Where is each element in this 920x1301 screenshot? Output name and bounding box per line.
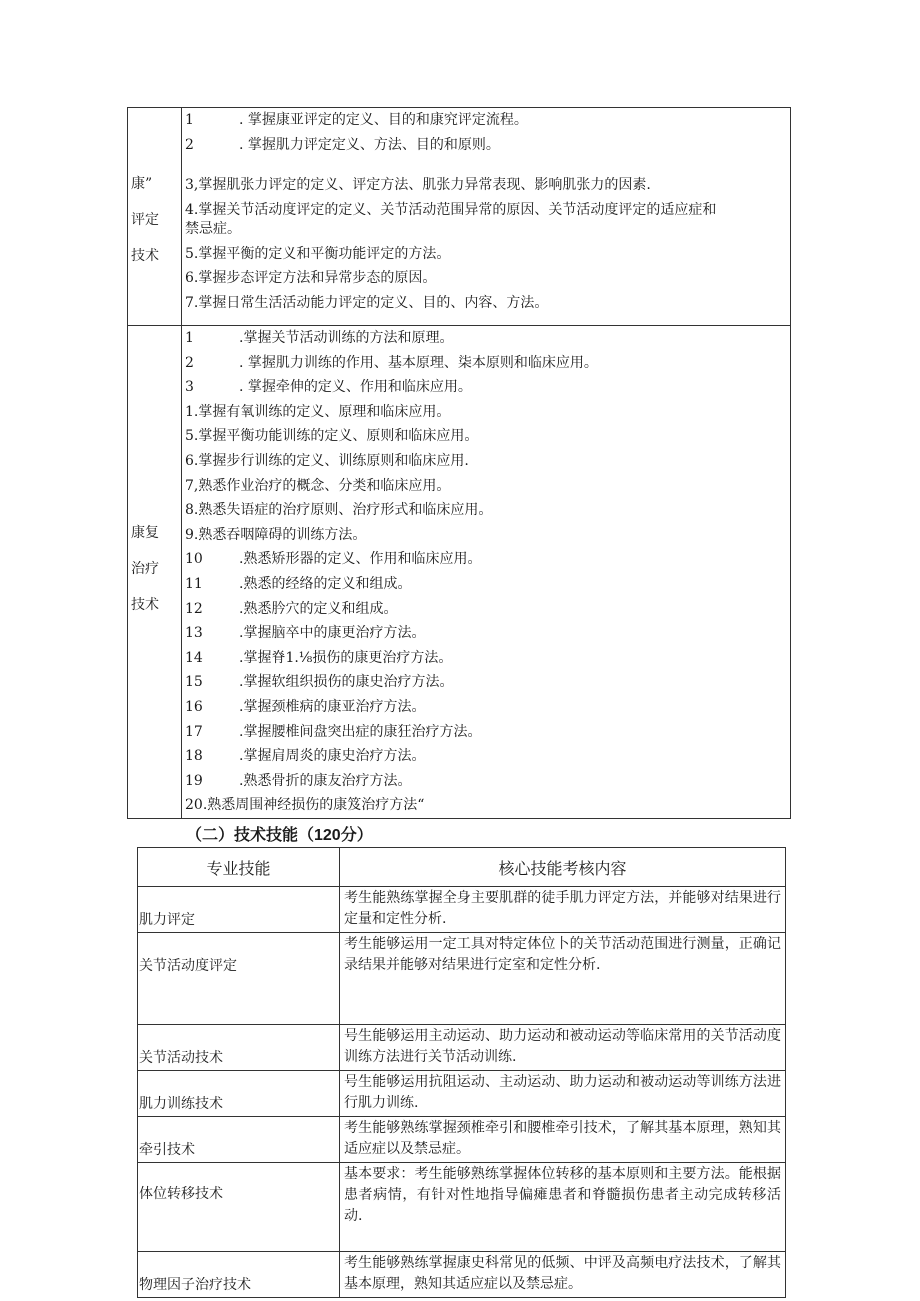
table-row <box>138 887 786 933</box>
list-item: 20.熟悉周围神经损伤的康笈治疗方法“ <box>185 797 425 814</box>
skill-content: 考生能够熟练掌握颈椎牵引和腰椎牵引技术，了解其基本原理，熟知其适应症以及禁忌症。 <box>340 1117 786 1163</box>
list-item: 1 . 掌握康亚评定的定义、目的和康究评定流程。 <box>185 112 528 128</box>
list-item: 3,掌握肌张力评定的定义、评定方法、肌张力异常表现、影响肌张力的因素. <box>185 177 651 194</box>
list-item: 11 .熟悉的经络的定义和组成。 <box>185 575 412 592</box>
table-header-row <box>138 848 786 887</box>
list-item: 9.熟悉吞咽障碍的训练方法。 <box>185 526 367 543</box>
category-line: 技术 <box>131 597 159 613</box>
column-header: 专业技能 <box>138 848 340 887</box>
skill-content: 号生能够运用主动运动、助力运动和被动运动等临床常用的关节活动度训练方法进行关节活动训练. <box>340 1025 786 1071</box>
skill-name: 体位转移技术 <box>138 1163 340 1252</box>
list-item: 18 .掌握肩周炎的康史治疗方法。 <box>185 748 426 765</box>
items-cell <box>182 108 791 326</box>
table-row <box>128 326 791 819</box>
list-item: 2 . 掌握肌力训练的作用、基本原理、柒本原则和临床应用。 <box>185 354 598 371</box>
skill-name: 肌力评定 <box>138 887 340 933</box>
table-row <box>138 1163 786 1252</box>
list-item: 15 .掌握软组织损伤的康史治疗方法。 <box>185 674 454 691</box>
list-item: 12 .熟悉肣穴的定义和组成。 <box>185 600 398 617</box>
skill-content: 考生能够运用一定工具对特定体位卜的关节活动范围进行测量，正确记录结果并能够对结果进行定室和定性分析. <box>340 933 786 1025</box>
table-row <box>138 1025 786 1071</box>
category-line: 评定 <box>131 212 159 228</box>
list-item <box>185 157 786 173</box>
section-title: （二）技术技能（120分） <box>186 827 373 844</box>
list-item: 1.掌握有氧训练的定义、原理和临床应用。 <box>185 403 451 420</box>
skill-name: 物理因子治疗技术 <box>138 1252 340 1298</box>
skill-content: 考生能熟练掌握全身主要肌群的徒手肌力评定方法，并能够对结果进行定量和定性分析. <box>340 887 786 933</box>
category-line: 康” <box>131 176 153 192</box>
knowledge-table <box>127 107 791 819</box>
list-item: 5.掌握平衡的定义和平衡功能评定的方法。 <box>185 245 451 262</box>
skill-name: 关节活动技术 <box>138 1025 340 1071</box>
list-item: 1 .掌握关节活动训练的方法和原理。 <box>185 330 454 346</box>
list-item: 19 .熟悉骨折的康友治疗方法。 <box>185 772 412 789</box>
list-item: 3 . 掌握牵伸的定义、作用和临床应用。 <box>185 379 472 396</box>
table-row <box>138 1117 786 1163</box>
skills-table <box>137 847 786 1298</box>
table-row <box>138 1252 786 1298</box>
list-item: 13 .掌握脑卒中的康更治疗方法。 <box>185 625 426 642</box>
skill-content: 基本要求：考生能够熟练掌握体位转移的基本原则和主要方法。能根据患者病情，有针对性地指导偏瘫患者和脊髓损伤患者主动完成转移活动. <box>340 1163 786 1252</box>
category-line: 治疗 <box>131 561 159 577</box>
skill-name: 牵引技术 <box>138 1117 340 1163</box>
skill-content: 考生能够熟练掌握康史科常见的低频、中评及高频电疗法技术，了解其基本原理，熟知其适应症以及禁忌症。 <box>340 1252 786 1298</box>
list-item: 14 .掌握脊1.⅛损伤的康更治疗方法。 <box>185 649 453 666</box>
list-item: 5.掌握平衡功能训练的定义、原则和临床应用。 <box>185 428 479 445</box>
category-line: 技术 <box>131 248 159 264</box>
category-line: 康复 <box>131 525 159 541</box>
list-item: 6.掌握步行训练的定义、训练原则和临床应用. <box>185 452 469 469</box>
list-item: 4.掌握关节活动度评定的定义、关节活动范围异常的原因、关节活动度评定的适应症和禁忌症。 <box>185 201 717 237</box>
category-cell <box>128 326 182 819</box>
list-item: 8.熟悉失语症的治疗原则、治疗形式和临床应用。 <box>185 502 493 519</box>
skill-name: 关节活动度评定 <box>138 933 340 1025</box>
column-header: 核心技能考核内容 <box>340 848 786 887</box>
list-item: 17 .掌握腰椎间盘突出症的康狂治疗方法。 <box>185 723 482 740</box>
skill-content: 号生能够运用抗阻运动、主动运动、助力运动和被动运动等训练方法进行肌力训练. <box>340 1071 786 1117</box>
table-row <box>128 108 791 326</box>
list-item: 2 . 掌握肌力评定定义、方法、目的和原则。 <box>185 136 500 153</box>
list-item: 6.掌握步态评定方法和异常步态的原因。 <box>185 270 437 287</box>
items-cell <box>182 326 791 819</box>
list-item: 10 .熟悉矫形器的定义、作用和临床应用。 <box>185 551 482 568</box>
table-row <box>138 933 786 1025</box>
list-item: 7.掌握日常生活活动能力评定的定义、目的、内容、方法。 <box>185 294 549 311</box>
list-item: 16 .掌握颈椎病的康亚治疗方法。 <box>185 698 426 715</box>
table-row <box>138 1071 786 1117</box>
skill-name: 肌力训练技术 <box>138 1071 340 1117</box>
list-item: 7,熟悉作业治疗的概念、分类和临床应用。 <box>185 477 451 494</box>
category-cell <box>128 108 182 326</box>
